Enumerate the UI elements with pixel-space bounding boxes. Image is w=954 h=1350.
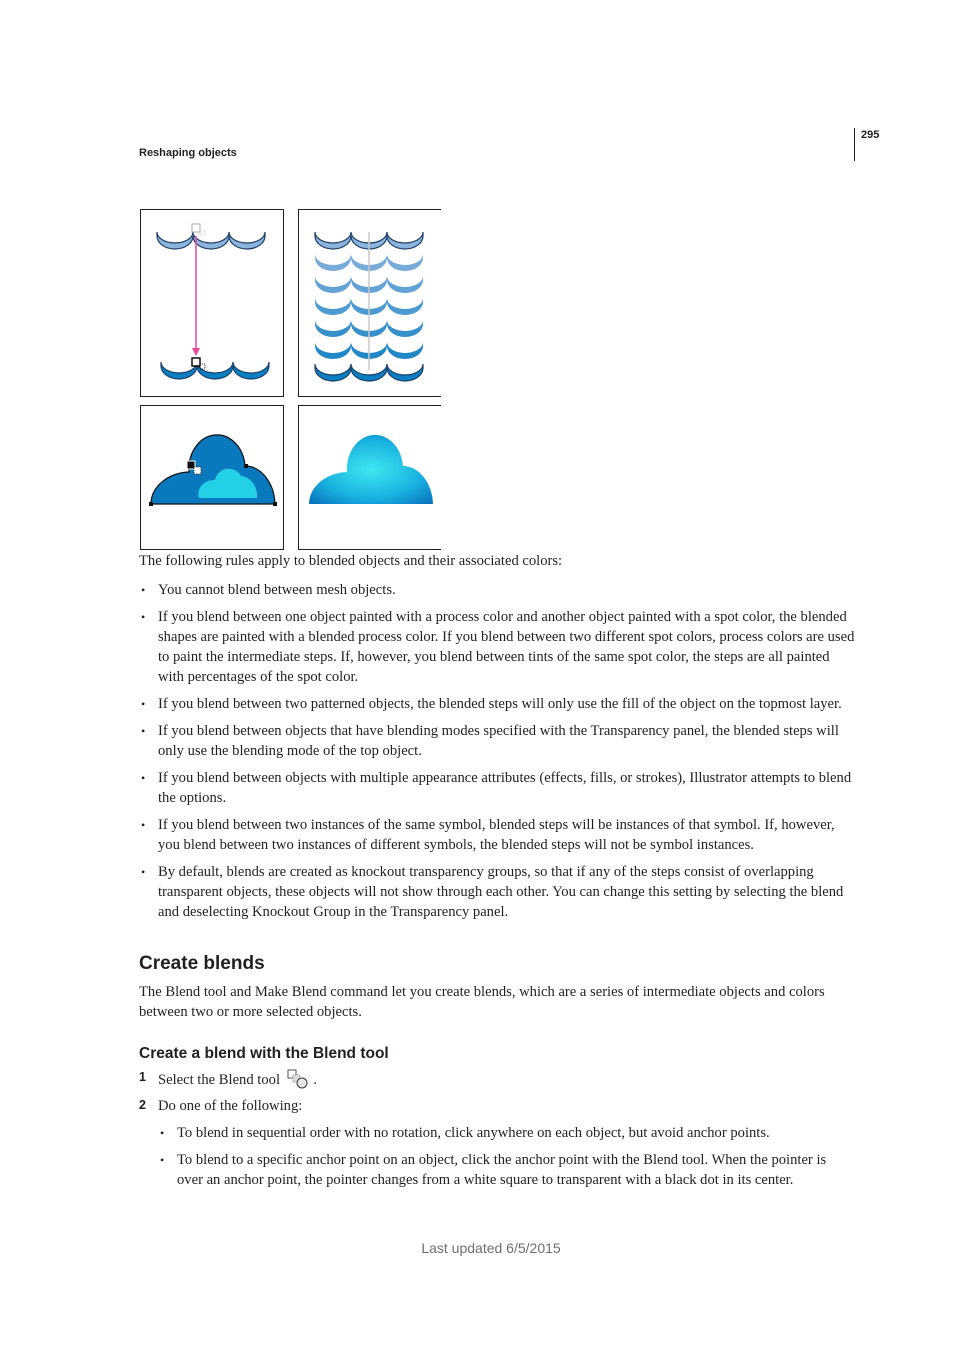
rule-item: • If you blend between one object painted with a process color and another object painted with a spot color, the blended shapes are painted with a blended process color. If you blend between two different spot colors, process colors are used to paint the intermediate steps. If, however, you blend between tints of the same spot color, the steps are all painted with percentages of the spot color.	[139, 607, 855, 687]
blend-tool-heading: Create a blend with the Blend tool	[139, 1045, 389, 1062]
step-2-text: Do one of the following:	[158, 1098, 303, 1114]
rule-item: • By default, blends are created as knockout transparency groups, so that if any of the steps consist of overlapping transparent objects, these objects will not show through each other. You can change this setting by selecting the blend and deselecting Knockout Group in the Transparency panel.	[139, 862, 855, 922]
blended-cloud-shape	[309, 435, 433, 504]
create-blends-body: The Blend tool and Make Blend command let you create blends, which are a series of intermediate objects and colors between two or more selected objects.	[139, 984, 825, 1020]
rule-item: • If you blend between two patterned objects, the blended steps will only use the fill of the object on the topmost layer.	[139, 694, 855, 714]
rules-intro: The following rules apply to blended objects and their associated colors:	[139, 553, 563, 569]
rule-item: • You cannot blend between mesh objects.	[139, 580, 855, 600]
step-1-label: Select the Blend tool	[158, 1072, 280, 1088]
footer	[0, 1240, 954, 1256]
wave-bottom-shape	[161, 362, 269, 379]
cloud-blend-after-figure	[298, 405, 441, 550]
wave-top-shape	[157, 232, 265, 249]
blend-options-list	[158, 1123, 855, 1197]
step-2-number: 2	[139, 1098, 146, 1112]
last-updated: Last updated 6/5/2015	[421, 1240, 561, 1256]
rule-item: • If you blend between objects with multiple appearance attributes (effects, fills, or strokes), Illustrator attempts to blend the options.	[139, 768, 855, 808]
wave-blend-after-figure	[298, 209, 441, 397]
wave-blend-before-figure	[140, 209, 284, 397]
cloud-blend-before-figure	[140, 405, 284, 550]
step-1-number: 1	[139, 1070, 146, 1084]
header-rule	[854, 128, 855, 161]
blend-cursor-start-icon	[192, 224, 205, 235]
section-title: Reshaping objects	[139, 147, 237, 159]
rule-item: • If you blend between two instances of the same symbol, blended steps will be instances of that symbol. If, however, you blend between two instances of different symbols, the blended steps will not be symbol instances.	[139, 815, 855, 855]
page-number: 295	[861, 129, 880, 141]
step-1-text	[158, 1068, 317, 1090]
blend-path-arrow	[192, 236, 200, 356]
blend-option-item: • To blend in sequential order with no rotation, click anywhere on each object, but avoid anchor points.	[158, 1123, 855, 1143]
rules-list	[139, 580, 855, 929]
blend-option-item: • To blend to a specific anchor point on an object, click the anchor point with the Blend tool. When the pointer is over an anchor point, the pointer changes from a white square to transparent with a black dot in its center.	[158, 1150, 855, 1190]
blend-tool-icon	[286, 1068, 310, 1090]
rule-item: • If you blend between objects that have blending modes specified with the Transparency panel, the blended steps will only use the blending mode of the top object.	[139, 721, 855, 761]
step-1-end: .	[313, 1072, 317, 1088]
create-blends-heading: Create blends	[139, 953, 265, 974]
